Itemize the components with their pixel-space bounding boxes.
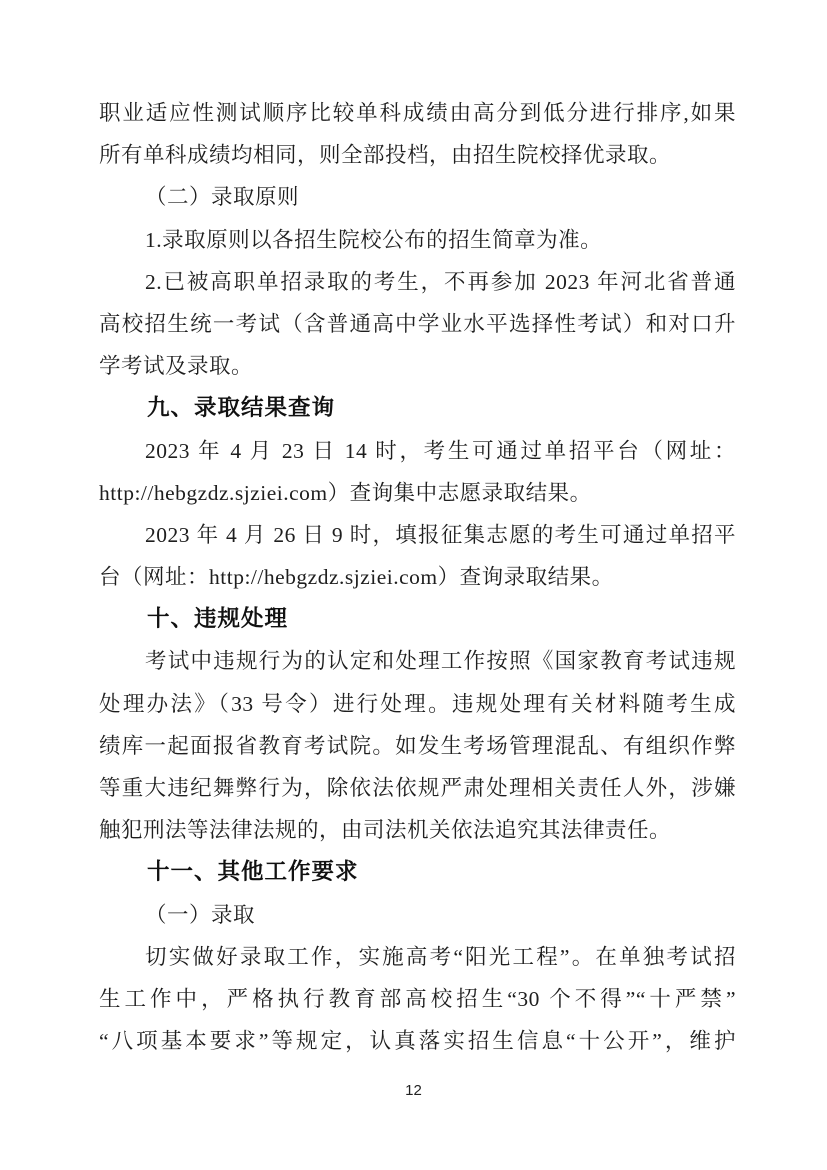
paragraph-line: 切实做好录取工作，实施高考“阳光工程”。在单独考试招 (145, 944, 736, 969)
paragraph-line: 2023 年 4 月 23 日 14 时，考生可通过单招平台（网址： (145, 438, 736, 463)
paragraph-line: 职业适应性测试顺序比较单科成绩由高分到低分进行排序,如果 (99, 101, 736, 125)
document-body (99, 92, 736, 1062)
list-item-1: 1.录取原则以各招生院校公布的招生简章为准。 (145, 227, 603, 252)
paragraph-line: 等重大违纪舞弊行为，除依法依规严肃处理相关责任人外，涉嫌 (99, 776, 736, 800)
subsection-heading-1: （一）录取 (145, 902, 256, 927)
paragraph-line: 处理办法》（33 号令）进行处理。违规处理有关材料随考生成 (99, 691, 736, 716)
section-heading-11: 十一、其他工作要求 (147, 859, 359, 885)
subsection-heading-2: （二）录取原则 (145, 185, 300, 210)
page-number: 12 (405, 1082, 422, 1099)
paragraph-line: 触犯刑法等法律法规的，由司法机关依法追究其法律责任。 (99, 818, 672, 843)
paragraph-line: 学考试及录取。 (99, 354, 254, 379)
paragraph-line: 绩库一起面报省教育考试院。如发生考场管理混乱、有组织作弊 (99, 733, 736, 758)
paragraph-line-url: http://hebgzdz.sjziei.com）查询集中志愿录取结果。 (99, 480, 592, 505)
paragraph-line: “八项基本要求”等规定，认真落实招生信息“十公开”，维护 (99, 1029, 736, 1054)
paragraph-line: 2023 年 4 月 26 日 9 时，填报征集志愿的考生可通过单招平 (145, 522, 736, 547)
paragraph-line-url: 台（网址：http://hebgzdz.sjziei.com）查询录取结果。 (99, 565, 614, 590)
section-heading-9: 九、录取结果查询 (147, 395, 336, 421)
paragraph-line: 考试中违规行为的认定和处理工作按照《国家教育考试违规 (145, 649, 736, 674)
list-item-2: 2.已被高职单招录取的考生，不再参加 2023 年河北省普通 (145, 269, 736, 294)
section-heading-10: 十、违规处理 (147, 606, 289, 632)
paragraph-line: 高校招生统一考试（含普通高中学业水平选择性考试）和对口升 (99, 311, 736, 336)
paragraph-line: 所有单科成绩均相同，则全部投档，由招生院校择优录取。 (99, 143, 672, 168)
paragraph-line: 生工作中，严格执行教育部高校招生“30 个不得”“十严禁” (99, 986, 736, 1011)
